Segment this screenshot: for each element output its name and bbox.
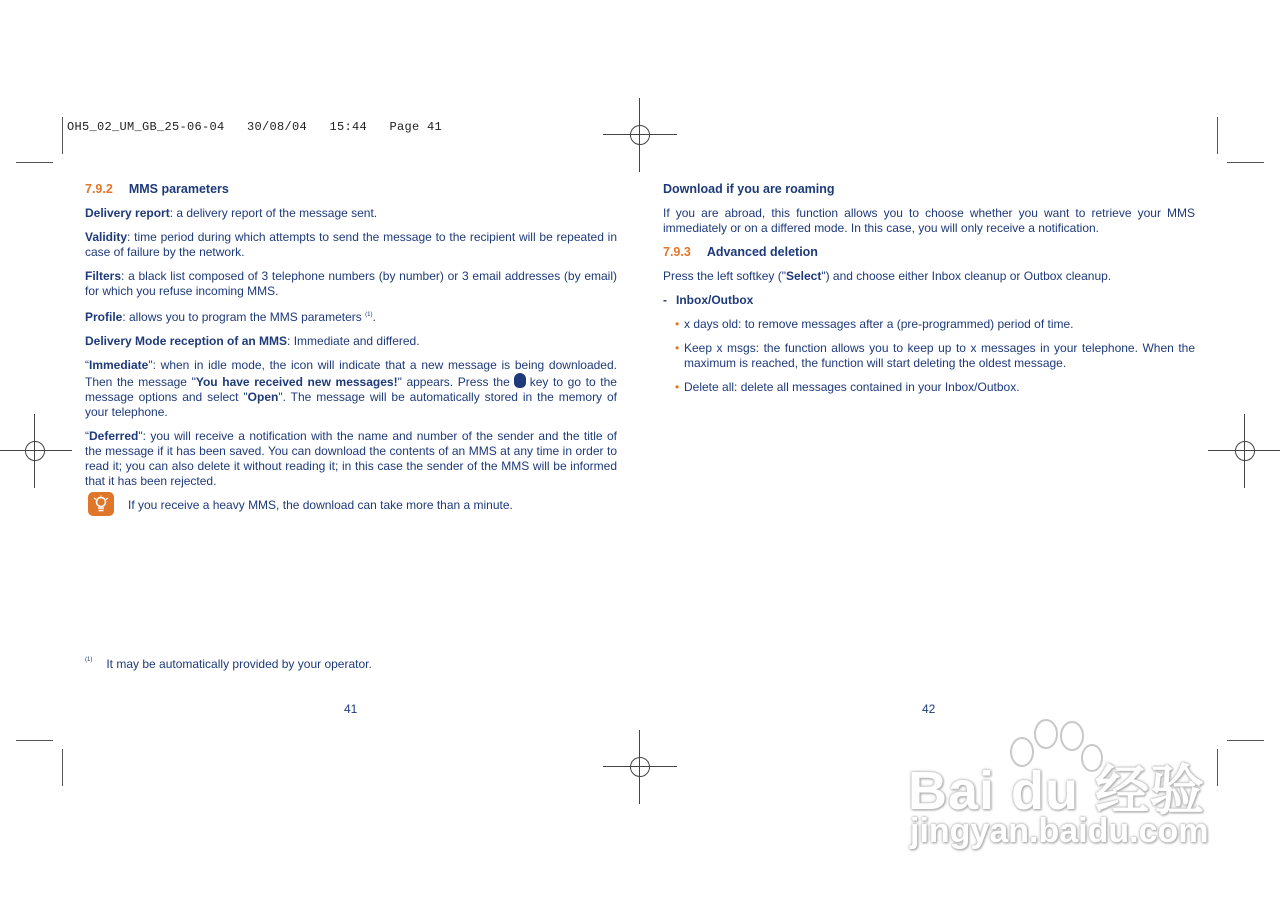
bullet-item: • x days old: to remove messages after a (pre-programmed) period of time.: [675, 317, 1074, 331]
term-text: ". The message will be automatically stored in the memory of your telephone.: [85, 390, 617, 419]
registration-mark-bottom: [603, 730, 677, 804]
footnote-ref: (1): [365, 312, 373, 318]
term-text: : a black list composed of 3 telephone numbers (by number) or 3 email addresses (by email) for which you refuse incoming MMS.: [85, 269, 617, 298]
crop-mark: [1227, 740, 1264, 741]
navigation-key-icon: [514, 373, 526, 388]
crop-mark: [1217, 117, 1218, 154]
term-text: Press the left softkey (": [663, 269, 786, 283]
crop-mark: [1217, 749, 1218, 786]
crop-mark: [16, 740, 53, 741]
crop-mark: [62, 749, 63, 786]
section-title: Advanced deletion: [706, 245, 818, 259]
term-label: Deferred: [89, 429, 139, 443]
watermark-brand: Bai du 经验: [908, 761, 1206, 821]
validity-paragraph: [85, 230, 617, 260]
roaming-paragraph: If you are abroad, this function allows you to choose whether you want to retrieve your MMS immediately or on a differed mode. In this case, you will only receive a notification.: [663, 206, 1195, 235]
term-text: : time period during which attempts to send the message to the recipient will be repeated in case of failure by the network.: [85, 230, 617, 259]
term-label: Delivery Mode reception of an MMS: [85, 334, 288, 348]
term-text: " appears. Press the: [397, 375, 510, 389]
crop-mark: [62, 117, 63, 154]
inbox-outbox-label: Inbox/Outbox: [676, 293, 754, 307]
section-heading-advanced-deletion: [663, 245, 1195, 260]
deferred-paragraph: “Deferred": you will receive a notification with the name and number of the sender and the title of the message if it has been saved. You can download the contents of an MMS at any time in order to read it; you can also delete it without reading it; in this case the sender of the MMS will be informed that it has been rejected.: [85, 429, 617, 488]
baidu-jingyan-watermark: [906, 712, 1209, 862]
footnote-mark: (1): [85, 657, 93, 663]
registration-mark-top: [603, 98, 677, 172]
registration-mark-right: [1208, 414, 1280, 488]
section-title: MMS parameters: [128, 182, 229, 196]
section-number: 7.9.2: [85, 182, 113, 196]
immediate-paragraph: “Immediate": when in idle mode, the icon will indicate that a new message is being downloaded. Then the message "You have received new messages!" appears. Press the key to go to the message options and select "Open". The message will be automatically stored in the memory of your telephone.: [85, 358, 617, 419]
footnote: [85, 657, 372, 671]
term-label: Validity: [85, 230, 128, 244]
bullet-text: Delete all: delete all messages contained in your Inbox/Outbox.: [684, 380, 1020, 394]
print-slug: OH5_02_UM_GB_25-06-04 30/08/04 15:44 Page 41: [67, 120, 443, 134]
term-text: : a delivery report of the message sent.: [169, 206, 378, 220]
inbox-outbox-item: - Inbox/Outbox: [663, 293, 754, 307]
section-number: 7.9.3: [663, 245, 691, 259]
term-label: Immediate: [89, 358, 149, 372]
filters-paragraph: [85, 269, 617, 299]
right-page-column: [663, 182, 1195, 404]
delivery-mode-paragraph: [85, 334, 617, 349]
lightbulb-tip-icon: [88, 492, 114, 516]
message-text: You have received new messages!: [195, 375, 398, 389]
select-label: Select: [785, 269, 822, 283]
delivery-report-paragraph: [85, 206, 617, 221]
term-text: ": you will receive a notification with the name and number of the sender and the title of the message if it has been saved. You can download the contents of an MMS at any time in order to read it; you can also delete it without reading it; in this case the sender of the MMS will be informed that it has been rejected.: [85, 429, 617, 488]
left-page-column: [85, 182, 617, 522]
page-number-left: 41: [344, 702, 358, 716]
roaming-heading: Download if you are roaming: [663, 182, 835, 196]
tip-note: [85, 498, 617, 522]
profile-paragraph: Profile: allows you to program the MMS parameters $^{(1)}$.: [85, 310, 376, 324]
term-label: Filters: [85, 269, 122, 283]
term-text: ": when in idle mode, the icon will indicate that a new message is being downloaded. Then the message ": [85, 358, 617, 389]
term-text: : allows you to program the MMS parameters: [122, 310, 362, 324]
bullet-text: Keep x msgs: the function allows you to keep up to x messages in your telephone. When the maximum is reached, the function will start deleting the oldest message.: [684, 341, 1195, 370]
bullet-item: • Delete all: delete all messages contained in your Inbox/Outbox.: [675, 380, 1020, 394]
registration-mark-left: [0, 414, 72, 488]
crop-mark: [16, 162, 53, 163]
press-softkey-paragraph: [663, 269, 1195, 284]
term-label: Profile: [85, 310, 123, 324]
bullet-item: • Keep x msgs: the function allows you to keep up to x messages in your telephone. When the maximum is reached, the function will start deleting the oldest message.: [675, 341, 1195, 370]
footnote-text: It may be automatically provided by your operator.: [106, 657, 372, 671]
term-text: ") and choose either Inbox cleanup or Outbox cleanup.: [821, 269, 1112, 283]
crop-mark: [1227, 162, 1264, 163]
open-label: Open: [247, 390, 279, 404]
term-text: key to go to the message options and select ": [85, 375, 617, 404]
bullet-text: x days old: to remove messages after a (pre-programmed) period of time.: [684, 317, 1074, 331]
page-number-right: 42: [922, 702, 936, 716]
note-text: If you receive a heavy MMS, the download can take more than a minute.: [128, 498, 513, 512]
term-text: : Immediate and differed.: [287, 334, 420, 348]
watermark-url: jingyan.baidu.com: [910, 812, 1209, 850]
term-label: Delivery report: [85, 206, 170, 220]
section-heading-mms-parameters: [85, 182, 617, 197]
